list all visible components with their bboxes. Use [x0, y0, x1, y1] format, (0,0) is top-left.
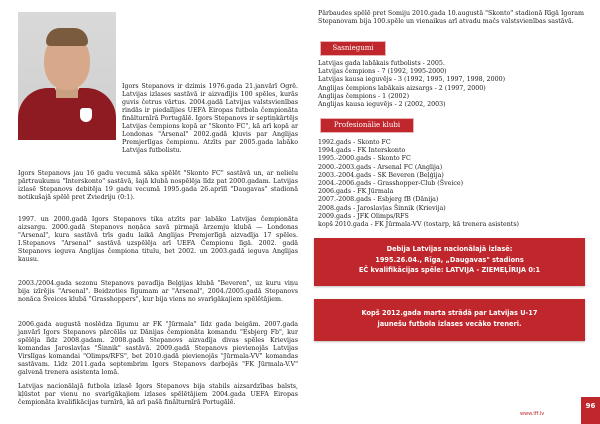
debut-line-3: EČ kvalifikācijas spēle: LATVIJA - ZIEMEĻĪRIJA 0:1 — [358, 266, 541, 274]
list-item: Latvijas čempions - 7 (1992, 1995-2000) — [318, 68, 447, 76]
list-item: Anglijas kausa ieguvējs - 2 (2002, 2003) — [318, 101, 446, 109]
farewell-paragraph: Pārbaudes spēlē pret Somiju 2010.gada 10.augustā "Skonto" stadionā Rīgā Igoram Stepanovam bija 100.spēle un vienaikus arī atvadu mačs valstsvienības sastāvā. — [318, 10, 584, 26]
coach-line-2: jaunešu futbola izlases vecāko treneri. — [377, 320, 522, 328]
page-number: 96 — [581, 397, 600, 424]
achievements-heading: Sasniegumi — [321, 42, 385, 55]
player-photo — [18, 12, 116, 140]
bio-paragraph-3: 2003./2004.gada sezonu Stepanovs pavadīja Beļģijas klubā "Beveren", uz kuru viņu bija izīrējis "Arsenal". Beidzoties līgumam ar "Arsenal", 2004./2005.gadā Stepanovs nonāca Šveices klubā "Grasshoppers", kur bija viens no svarīgākajiem spēlētājiem. — [18, 280, 298, 304]
crest-icon — [80, 108, 92, 122]
list-item: 2009.gads - JFK Olimps/RFS — [318, 212, 409, 220]
list-item: 2007.-2008.gads - Esbjerg fB (Dānija) — [318, 196, 439, 204]
list-item: kopš 2010.gada - FK Jūrmala-VV (tostarp, kā trenera asistents) — [318, 221, 520, 229]
list-item: 1995.-2000.gads - Skonto FC — [318, 155, 411, 163]
coach-info-box — [314, 299, 585, 341]
list-item: Latvijas kausa ieguvējs - 3 (1992, 1995, 1997, 1998, 2000) — [318, 76, 506, 84]
bio-paragraph-2: 1997. un 2000.gadā Igors Stepanovs tika atzīts par labāko Latvijas čempionāta aizsargu. 2000.gadā Stepanovs noņāca savā pirmajā ārzemju klubā — Londonas "Arsenal", kura sastāvā trīs gadu laikā Anglijas Premjerlīgā aizvadīja 17 spēles. I.Stepanovs "Arsenal" sastāvā uzspēlēja arī UEFA Čempionu līgā. 2002. gadā Stepanovs ieguva Anglijas čempiona titulu, bet 2002. un 2003.gadā ieguva Anglijas kausu. — [18, 216, 298, 264]
clubs-list — [318, 139, 584, 229]
coach-line-1: Kopš 2012.gada marta strādā par Latvijas U-17 — [361, 309, 538, 317]
bio-paragraph-1: Igors Stepanovs jau 16 gadu vecumā sāka spēlēt "Skonto FC" sastāvā un, ar nelielu pārtraukumu "Interskonto" sastāvā, šajā klubā nospēlēja līdz pat 2000.gadam. Latvijas izlasē Stepanovs debitēja 19 gadu vecumā 1995.gada 26.aprīlī "Daugavas" stadionā notikušajā spēlē pret Zviedriju (0:1). — [18, 170, 298, 202]
debut-info-box — [314, 238, 585, 286]
list-item: 2000.-2003.gads - Arsenal FC (Anglija) — [318, 163, 443, 171]
intro-paragraph: Igors Stepanovs ir dzimis 1976.gada 21.janvārī Ogrē. Latvijas izlases sastāvā ir aizvadījis 100 spēles, kurās guvis četrus vārtus. 2004.gadā Latvijas valstsvienības rindās ir piedalījies UEFA Eiropas futbola čempionāta finālturnīrā Portugālē. Igors Stepanovs ir septiņkārtējs Latvijas čempions kopā ar "Skonto FC", kā arī kopā ar Londonas "Arsenal" 2002.gadā kļuvis par Anglijas Premjerlīgas čempionu. Atzīts par 2005.gada labāko Latvijas futbolistu. — [122, 83, 298, 155]
list-item: 2008.gads - Jaroslavļas Šinnik (Krievija) — [318, 204, 446, 212]
debut-line-1: Debija Latvijas nacionālajā izlasē: — [386, 245, 513, 253]
debut-line-2: 1995.26.04., Rīga, „Daugavas" stadions — [375, 255, 524, 264]
list-item: Anglijas čempions labākais aizsargs - 2 (1997, 2000) — [318, 84, 486, 92]
achievements-list — [318, 60, 584, 109]
photo-hair — [46, 28, 88, 46]
list-item: Latvijas gada labākais futbolists - 2005. — [318, 60, 445, 67]
list-item: 2003.-2004.gads - SK Beveren (Beļģija) — [318, 171, 444, 179]
bio-paragraph-4: 2006.gada augustā noslēdza līgumu ar FK "Jūrmala" līdz gada beigām. 2007.gada janvārī Igors Stepanovs pārcēlās uz Dānijas čempionāta komandu "Esbjerg Fb", kur spēlēja līdz 2008.gadam. 2008.gadā Stepanovs aizvadīja divas spēles Krievijas komandas Jaroslavļas "Šinnik" sastāvā. 2009.gadā Stepanovs pievienojās Latvijas Virslīgas komandai "Olimps/RFS", bet 2010.gadā pievienojās "Jūrmala-VV" komandas sastāvam. Līdz 2011.gada septembrim Igors Stepanovs darbojās "FK Jūrmala-V.V" galvenā trenera asistenta lomā. — [18, 321, 298, 377]
clubs-heading: Profesionālie klubi — [321, 119, 413, 132]
footer-url: www.lff.lv — [520, 411, 545, 417]
list-item: 1994.gads - FK Interskonto — [318, 147, 406, 155]
list-item: 2006.gads - FK Jūrmala — [318, 188, 394, 196]
list-item: 2004.-2006.gads - Grasshopper-Club (Šveice) — [318, 180, 464, 188]
bio-paragraph-5: Latvijas nacionālajā futbola izlasē Igors Stepanovs bija stabils aizsardzības balsts, kļūstot par vienu no svarīgākajiem izlases spēlētājiem 2004.gada UEFA Eiropas čempionāta kvalifikācijas turnīrā, kā arī pašā finālturnīrā Portugālē. — [18, 383, 298, 407]
list-item: 1992.gads - Skonto FC — [318, 139, 391, 146]
list-item: Anglijas čempions - 1 (2002) — [318, 92, 410, 100]
